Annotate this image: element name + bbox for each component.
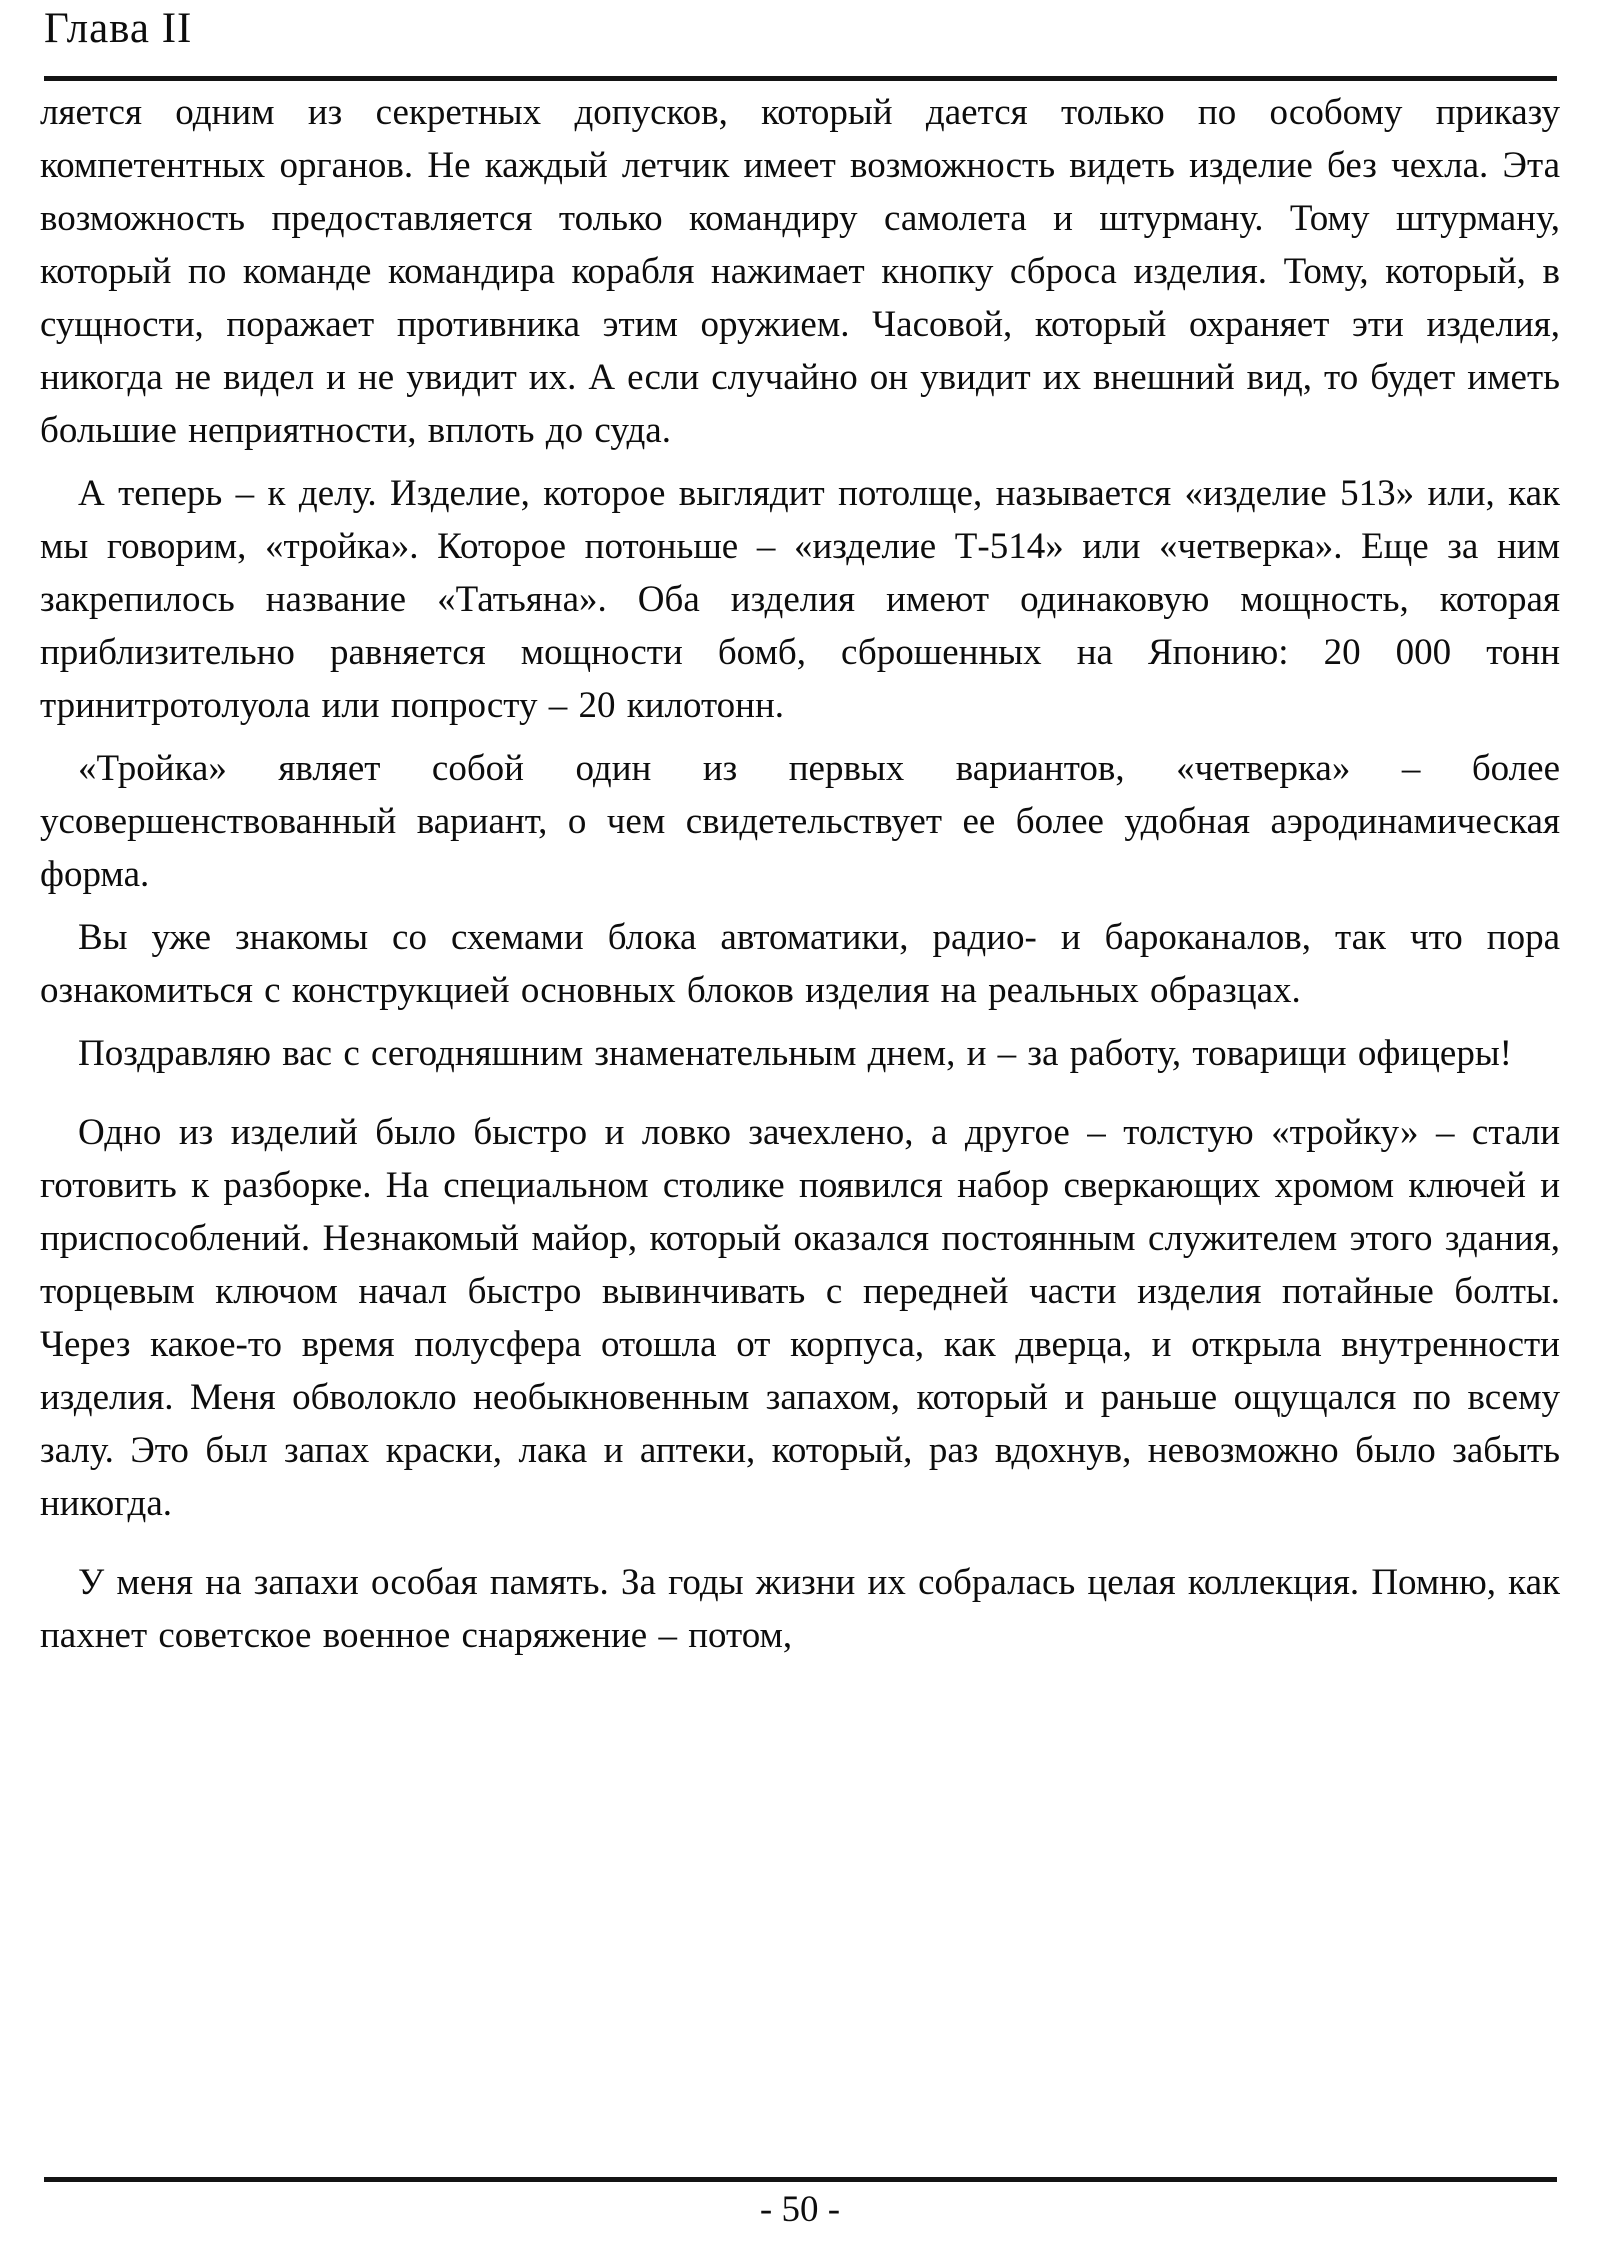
paragraph: А теперь – к делу. Изделие, которое выглядит потолще, называется «изделие 513» или, как мы говорим, «тройка». Которое потоньше – «изделие Т-514» или «четверка». Еще за ним закрепилось название «Татьяна». Оба изделия имеют одинаковую мощность, которая приблизительно равняется мощности бомб, сброшенных на Японию: 20 000 тонн тринитротолуола или попросту – 20 килотонн. (40, 473, 1560, 726)
page-body (40, 86, 1560, 1672)
paragraph: Одно из изделий было быстро и ловко зачехлено, а другое – толстую «тройку» – стали готовить к разборке. На специальном столике появился набор сверкающих хромом ключей и приспособлений. Незнакомый майор, который оказался постоянным служителем этого здания, торцевым ключом начал быстро вывинчивать с передней части изделия потайные болты. Через какое-то время полусфера отошла от корпуса, как дверца, и открыла внутренности изделия. Меня обволокло необыкновенным запахом, который и раньше ощущался по всему залу. Это был запах краски, лака и аптеки, который, раз вдохнув, невозможно было забыть никогда. (40, 1112, 1560, 1524)
page-number: - 50 - (759, 2189, 841, 2230)
paragraph: ляется одним из секретных допусков, который дается только по особому приказу компетентных органов. Не каждый летчик имеет возможность видеть изделие без чехла. Эта возможность предоставляется только командиру самолета и штурману. Тому штурману, который по команде командира корабля нажимает кнопку сброса изделия. Тому, который, в сущности, поражает противника этим оружием. Часовой, который охраняет эти изделия, никогда не видел и не увидит их. А если случайно он увидит их внешний вид, то будет иметь большие неприятности, вплоть до суда. (40, 92, 1560, 451)
header-rule (44, 76, 1557, 81)
paragraph: Вы уже знакомы со схемами блока автоматики, радио- и бароканалов, так что пора ознакомиться с конструкцией основных блоков изделия на реальных образцах. (40, 917, 1560, 1011)
chapter-heading: Глава II (44, 5, 193, 52)
footer-rule (44, 2177, 1557, 2182)
paragraph: «Тройка» являет собой один из первых вариантов, «четверка» – более усовершенствованный вариант, о чем свидетельствует ее более удобная аэродинамическая форма. (40, 748, 1560, 895)
paragraph: Поздравляю вас с сегодняшним знаменательным днем, и – за работу, товарищи офицеры! (78, 1033, 1512, 1074)
paragraph: У меня на запахи особая память. За годы жизни их собралась целая коллекция. Помню, как пахнет советское военное снаряжение – потом, (40, 1562, 1560, 1656)
